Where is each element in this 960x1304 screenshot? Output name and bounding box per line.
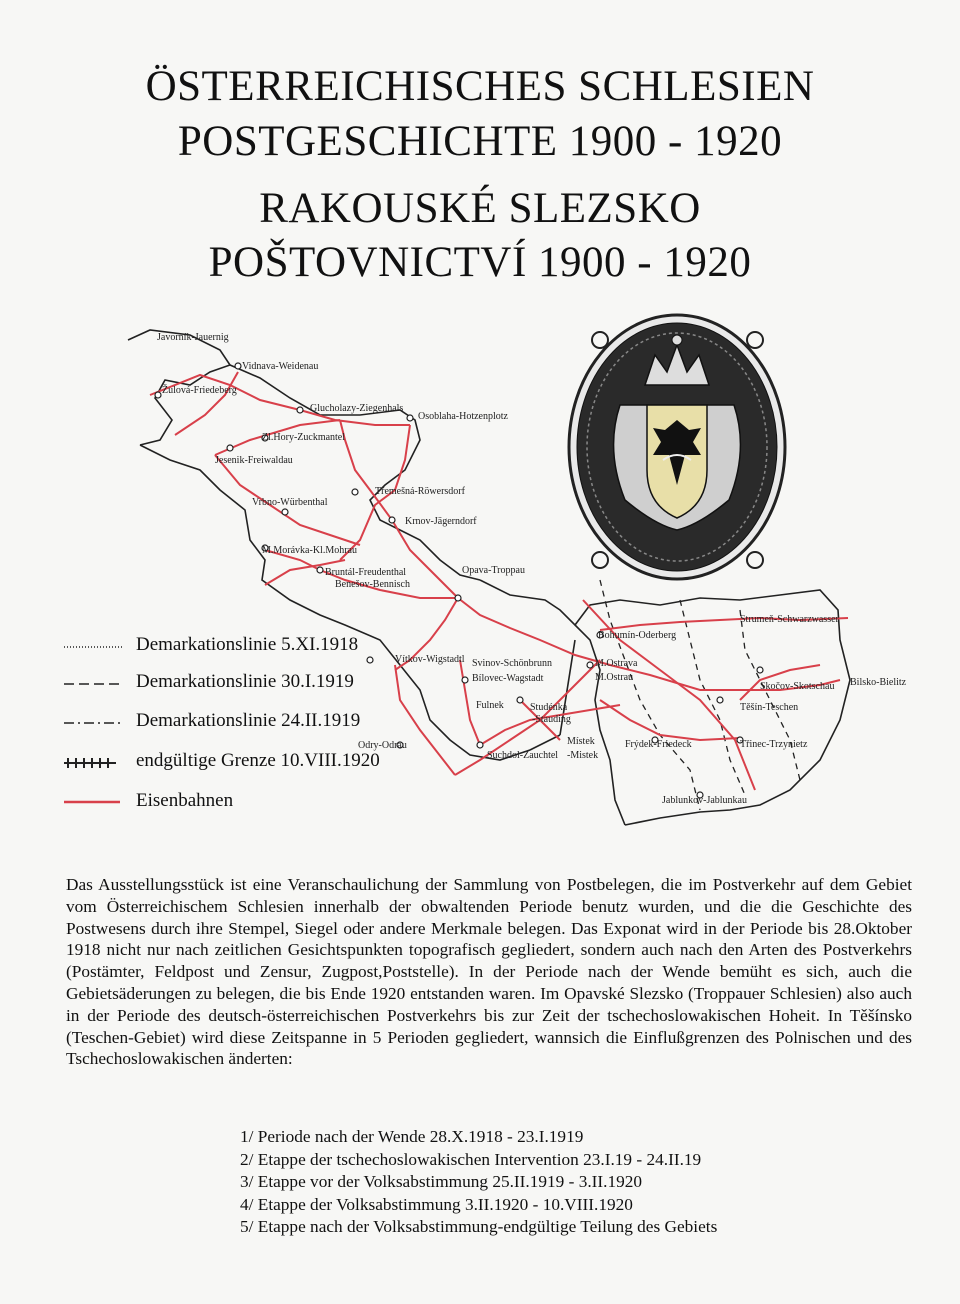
label-benesov: Benešov-Bennisch xyxy=(335,579,410,590)
border-teschen-west xyxy=(575,625,625,825)
label-bilovec: Bílovec-Wagstadt xyxy=(472,673,544,684)
legend-item-demarcation-jan-1919 xyxy=(62,669,422,699)
label-odry: Odry-Odrau xyxy=(358,740,407,751)
title-line-1: ÖSTERREICHISCHES SCHLESIEN xyxy=(145,63,815,110)
label-vrbno: Vrbno-Würbenthal xyxy=(252,497,328,508)
description-paragraph: Das Ausstellungsstück ist eine Veranschaulichung der Sammlung von Postbelegen, die im Postverkehr auf dem Gebiet vom Österreichischem Schlesien innerhalb der obwaltenden Periode benutz wurden, und die die Geschichte des Postwesens durch ihre Stempel, Siegel oder andere Merkmale belegen. Das Exponat wird in der Periode bis 28.Oktober 1918 nicht nur nach zeitlichen Gesichtspunkten topografisch gegliedert, sondern auch nach den Arten des Postverkehrs (Postämter, Feldpost und Zensur, Zugpost,Poststelle). In der Periode nach der Wende bemüht es sich, auch die Gebietsäderungen zu belegen, die bis Ende 1920 entstanden waren. Im Opavské Slezsko (Troppauer Schlesien) also auch in der Periode des deutsch-österreichischen Postverkehrs bis zur Zeit der tschechoslowakischen Hoheit. In Těšínsko (Teschen-Gebiet) wird diese Zeitspanne in 5 Perioden gegliedert, wannsich die Einflußgrenzen des Polnischen und des Tschechoslowakischen änderten: xyxy=(66,875,912,1069)
demarcation-1 xyxy=(600,580,700,810)
label-vitkov: Vítkov-Wigstadtl xyxy=(395,654,465,665)
label-suchdol: Suchdol-Zauchtel xyxy=(487,750,559,761)
label-glucholazy: Glucholazy-Ziegenhals xyxy=(310,403,404,414)
periods-list xyxy=(240,1126,717,1239)
label-jesenik: Jesenik-Freiwaldau xyxy=(215,455,293,466)
label-opava: Opava-Troppau xyxy=(462,565,525,576)
legend-item-railways xyxy=(62,788,422,818)
label-mostrau: M.Ostrau xyxy=(595,672,634,683)
red-line-icon xyxy=(62,788,126,818)
period-item: 5/ Etappe nach der Volksabstimmung-endgültige Teilung des Gebiets xyxy=(240,1217,718,1236)
legend-label: Demarkationslinie 5.XI.1918 xyxy=(136,634,359,655)
label-javornik: Javorník-Jauernig xyxy=(157,332,229,343)
label-trinec: Třinec-Trzynietz xyxy=(740,739,808,750)
label-jablunkov: Jablunkov-Jablunkau xyxy=(662,795,747,806)
label-studenka: Studénka xyxy=(530,702,568,713)
label-bohumin: Bohumín-Oderberg xyxy=(598,630,677,641)
label-skocov: Skočov-Skotschau xyxy=(760,681,835,692)
label-svinov: Svinov-Schönbrunn xyxy=(472,658,552,669)
dashed-line-icon xyxy=(62,669,126,699)
period-item: 2/ Etappe der tschechoslowakischen Intervention 23.I.19 - 24.II.19 xyxy=(240,1149,702,1169)
legend-item-demarcation-1918 xyxy=(62,632,422,662)
rail-17 xyxy=(600,700,740,740)
label-vidnava: Vidnava-Weidenau xyxy=(242,361,319,372)
label-osoblaha: Osoblaha-Hotzenplotz xyxy=(418,411,508,422)
label-bruntal: Bruntál-Freudenthal xyxy=(325,567,407,578)
period-item: 3/ Etappe vor der Volksabstimmung 25.II.1919 - 3.II.1920 xyxy=(240,1172,643,1191)
label-strumen: Strumeň-Schwarzwasser xyxy=(740,614,839,625)
demarcation-3 xyxy=(740,610,800,780)
label-zulova: Žulová-Friedeberg xyxy=(162,385,237,396)
legend-label: endgültige Grenze 10.VIII.1920 xyxy=(136,750,380,771)
label-krnov: Krnov-Jägerndorf xyxy=(405,516,477,527)
label-mistek1: Místek xyxy=(567,736,595,747)
legend-label: Demarkationslinie 24.II.1919 xyxy=(136,710,361,731)
rail-1 xyxy=(150,375,410,425)
label-mostrava: M.Ostrava xyxy=(595,658,638,669)
label-frydek: Frýdek-Friedeck xyxy=(625,739,692,750)
label-fulnek: Fulnek xyxy=(476,700,504,711)
legend-label: Demarkationslinie 30.I.1919 xyxy=(136,671,354,692)
label-zlhory: Zl.Hory-Zuckmantel xyxy=(262,432,346,443)
period-item: 4/ Etappe der Volksabstimmung 3.II.1920 - 10.VIII.1920 xyxy=(240,1194,633,1214)
label-moravka: M.Morávka-Kl.Mohrau xyxy=(262,545,357,556)
coat-of-arms-emblem xyxy=(565,310,790,585)
title-line-2: POSTGESCHICHTE 1900 - 1920 xyxy=(177,118,783,165)
dash-dot-line-icon xyxy=(62,708,126,738)
period-item: 1/ Periode nach der Wende 28.X.1918 - 23.I.1919 xyxy=(240,1127,584,1146)
legend-label: Eisenbahnen xyxy=(136,790,234,811)
dotted-line-icon xyxy=(62,632,126,662)
title-line-4: POŠTOVNICTVÍ 1900 - 1920 xyxy=(208,239,752,286)
label-tesin: Těšín-Teschen xyxy=(740,702,799,713)
hatched-border-icon xyxy=(62,748,126,778)
label-bielsko: Bilsko-Bielitz xyxy=(850,677,907,688)
legend-item-final-border xyxy=(62,748,422,778)
label-mistek2: -Mistek xyxy=(567,750,599,761)
label-stauding: -Stauding xyxy=(532,714,571,725)
title-line-3: RAKOUSKÉ SLEZSKO xyxy=(259,185,701,232)
legend-item-demarcation-feb-1919 xyxy=(62,708,422,738)
label-tremesna: Třemešná-Röwersdorf xyxy=(375,486,465,497)
demarcation-2 xyxy=(680,600,745,795)
